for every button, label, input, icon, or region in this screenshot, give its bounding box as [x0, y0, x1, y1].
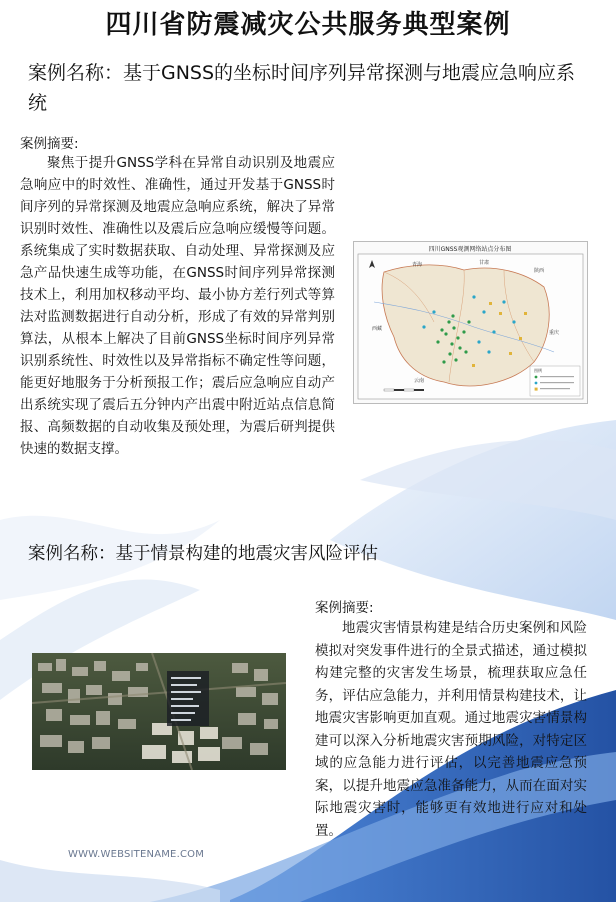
case1-abstract-text: 聚焦于提升GNSS学科在异常自动识别及地震应急响应中的时效性、准确性，通过开发基于GNSS时间序列的异常探测及地震应急响应系统，解决了异常识别时效性、准确性以及震后应急响应缓慢等问题。系统集成了实时数据获取、自动处理、异常探测及应急产品快速生成等功能，在GNSS时间序列异常探测技术上，利用加权移动平均、最小协方差行列式等算法对监测数据进行自动分析，形成了有效的异常判别算法，从根本上解决了目前GNSS坐标时间序列异常识别系统性、时效性以及异常指标不确定性等问题，能更好地服务于分析预报工作；震后应急响应自动产出系统实现了震后五分钟内产出震中附近站点信息简报、高频数据的自动收集及预处理，为震后研判提供快速的数据支撑。	[20, 155, 335, 457]
poster-title: 四川省防震减灾公共服务典型案例	[105, 10, 511, 40]
map-label-qinghai: 青海	[412, 262, 423, 268]
map-label-gansu: 甘肃	[479, 260, 490, 266]
website-url[interactable]: WWW.WEBSITENAME.COM	[68, 849, 205, 860]
map-legend-title: 图例	[534, 368, 542, 373]
case2-title: 案例名称：基于情景构建的地震灾害风险评估	[28, 544, 378, 564]
map-label-chongqing: 重庆	[549, 330, 560, 336]
case2-abstract-text: 地震灾害情景构建是结合历史案例和风险模拟对突发事件进行的全景式描述，通过模拟构建完整的灾害发生场景，梳理获取应急任务，评估应急能力，并利用情景构建技术，让地震灾害影响更加直观。通过地震灾害情景构建可以深入分析地震灾害预期风险，对特定区域的应急能力进行评估，以完善地震应急预案，以提升地震应急准备能力，从而在面对实际地震灾害时，能够更有效地进行应对和处置。	[315, 620, 587, 839]
map-label-yunnan: 云南	[414, 378, 425, 384]
map-label-shaanxi: 陕西	[534, 268, 545, 274]
gnss-station-map	[353, 241, 588, 404]
case1-abstract-label: 案例摘要:	[20, 136, 79, 152]
case1-title: 案例名称：基于GNSS的坐标时间序列异常探测与地震应急响应系统	[28, 62, 576, 114]
case2-abstract-label: 案例摘要:	[315, 600, 374, 616]
earthquake-scenario-3d-city-image	[32, 653, 286, 770]
map-label-xizang: 西藏	[372, 326, 383, 332]
map-title: 四川GNSS观测网络站点分布图	[428, 246, 512, 253]
